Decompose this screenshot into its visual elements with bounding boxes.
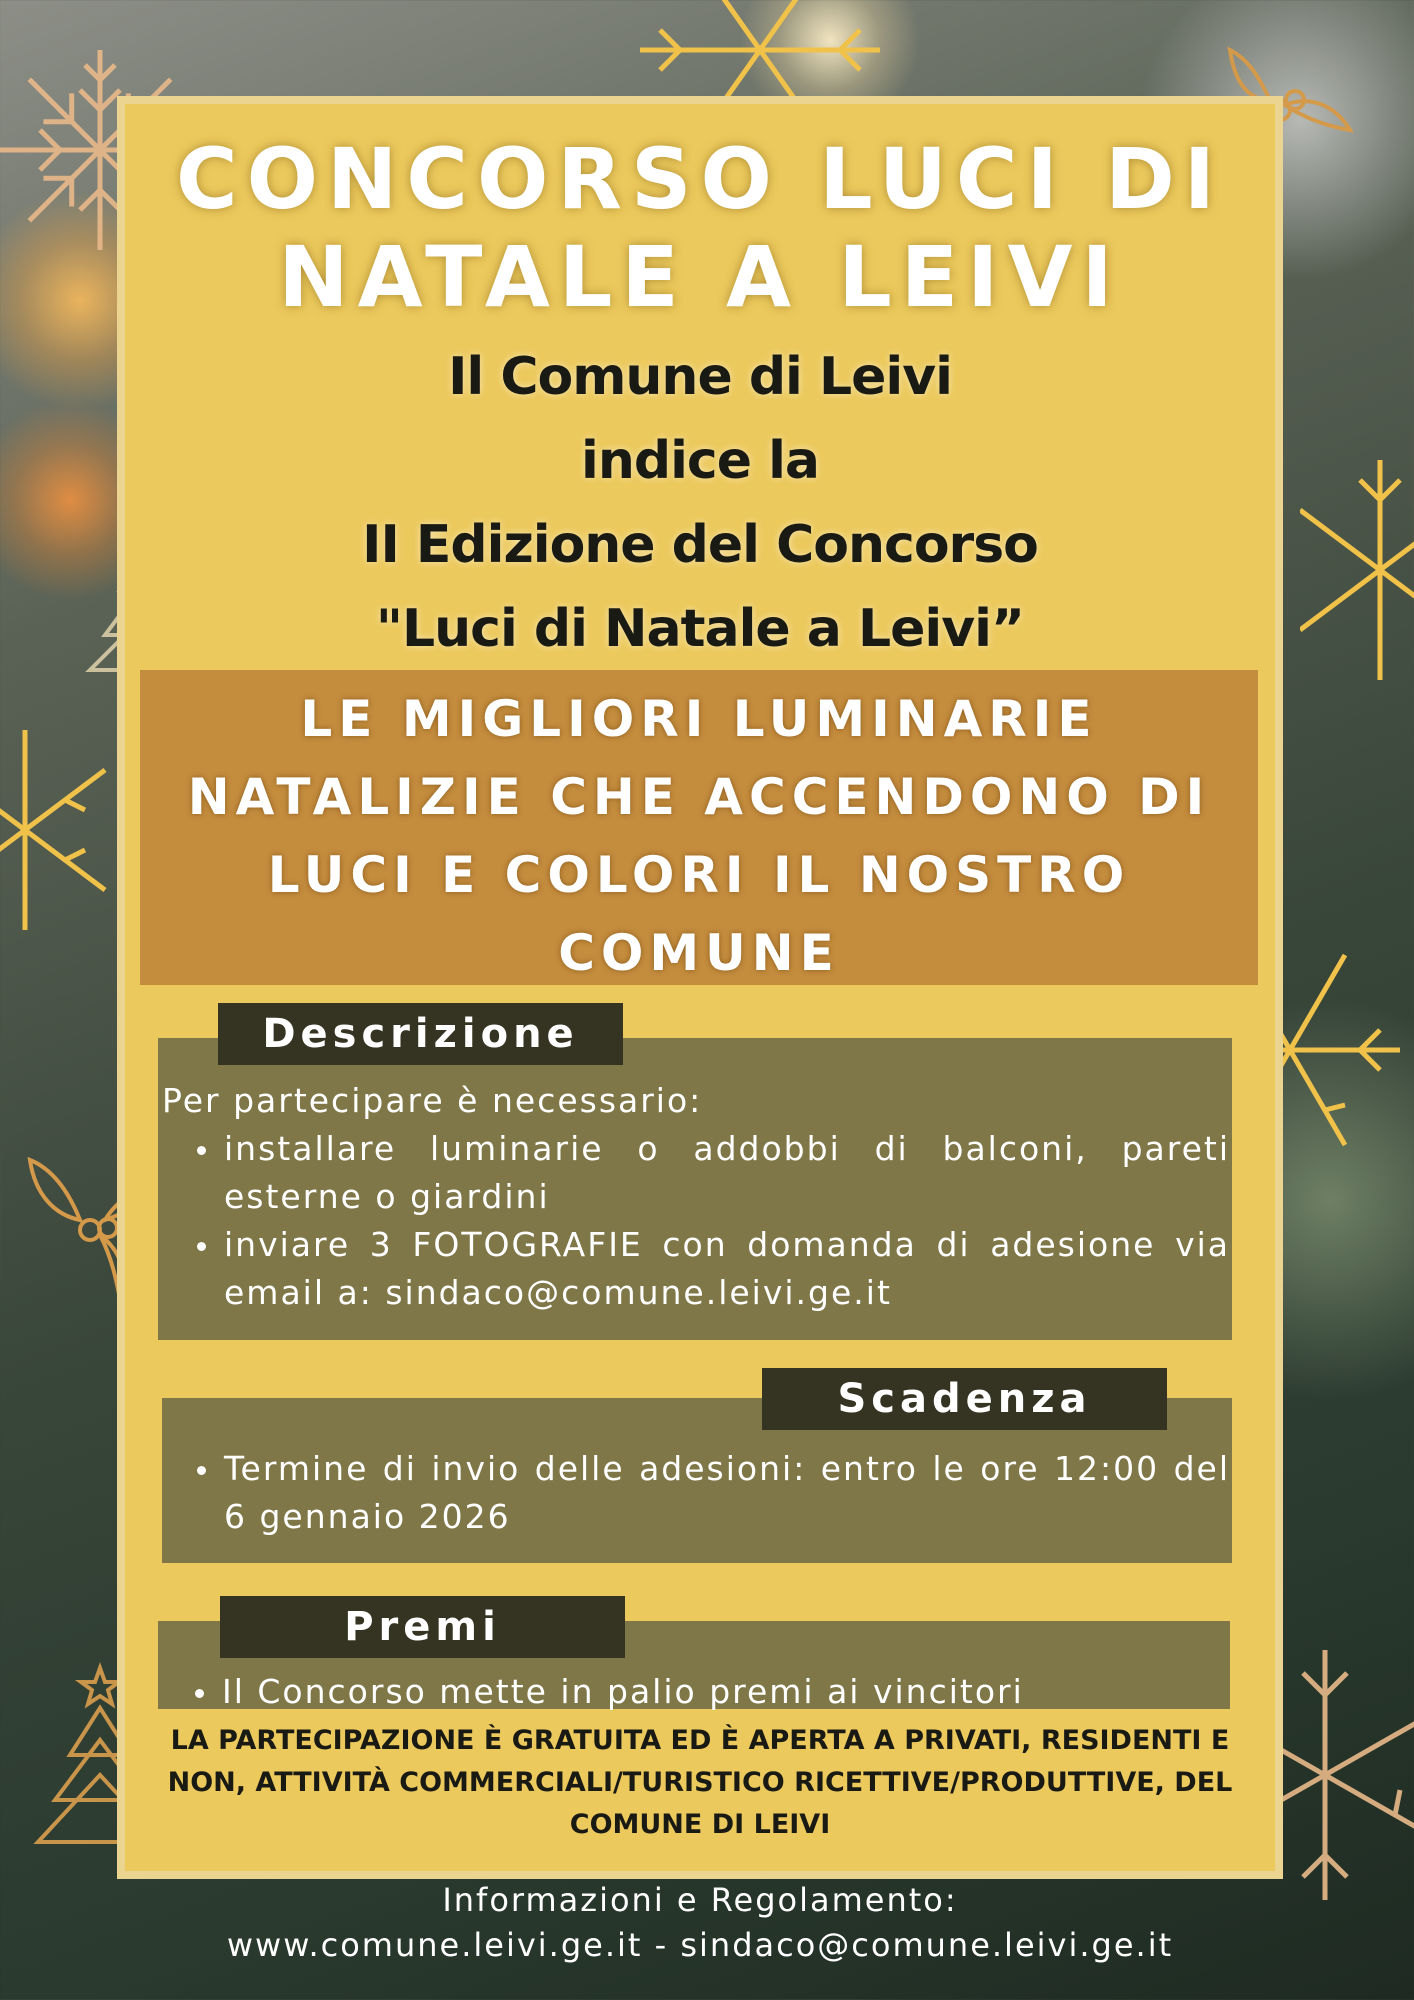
scadenza-text	[162, 1445, 1230, 1541]
main-title: CONCORSO LUCI DI NATALE A LEIVI	[175, 130, 1225, 326]
info-footer	[117, 1878, 1283, 1968]
banner-text: LE MIGLIORI LUMINARIE NATALIZIE CHE ACCENDONO DI LUCI E COLORI IL NOSTRO COMUNE	[187, 690, 1211, 982]
descrizione-list	[162, 1125, 1230, 1317]
snowflake-icon	[0, 720, 110, 940]
premi-list	[160, 1668, 1228, 1716]
intro-line: "Luci di Natale a Leivi”	[375, 599, 1025, 659]
scadenza-label: Scadenza	[762, 1368, 1167, 1430]
descrizione-lead: Per partecipare è necessario:	[162, 1081, 703, 1120]
intro-line: II Edizione del Concorso	[362, 515, 1038, 575]
descrizione-label: Descrizione	[218, 1003, 623, 1065]
intro-line: indice la	[581, 431, 819, 491]
premi-text	[160, 1668, 1228, 1716]
intro-block	[117, 335, 1283, 671]
list-item: • installare luminarie o addobbi di balconi, pareti esterne o giardini	[222, 1125, 1230, 1221]
intro-line: Il Comune di Leivi	[448, 347, 952, 407]
info-links[interactable]: www.comune.leivi.ge.it - sindaco@comune.leivi.ge.it	[226, 1926, 1174, 1964]
descrizione-text	[162, 1077, 1230, 1317]
premi-label: Premi	[220, 1596, 625, 1658]
snowflake-icon	[1300, 450, 1414, 690]
list-item: • inviare 3 FOTOGRAFIE con domanda di adesione via email a: sindaco@comune.leivi.ge.it	[222, 1221, 1230, 1317]
participation-note: LA PARTECIPAZIONE È GRATUITA ED È APERTA A PRIVATI, RESIDENTI E NON, ATTIVITÀ COMMERCIALI/TURISTICO RICETTIVE/PRODUTTIVE, DEL COMUNE DI LEIVI	[167, 1725, 1233, 1840]
info-heading: Informazioni e Regolamento:	[442, 1881, 958, 1919]
list-item: • Il Concorso mette in palio premi ai vincitori	[220, 1668, 1228, 1716]
scadenza-list	[162, 1445, 1230, 1541]
list-item: • Termine di invio delle adesioni: entro le ore 12:00 del 6 gennaio 2026	[222, 1445, 1230, 1541]
